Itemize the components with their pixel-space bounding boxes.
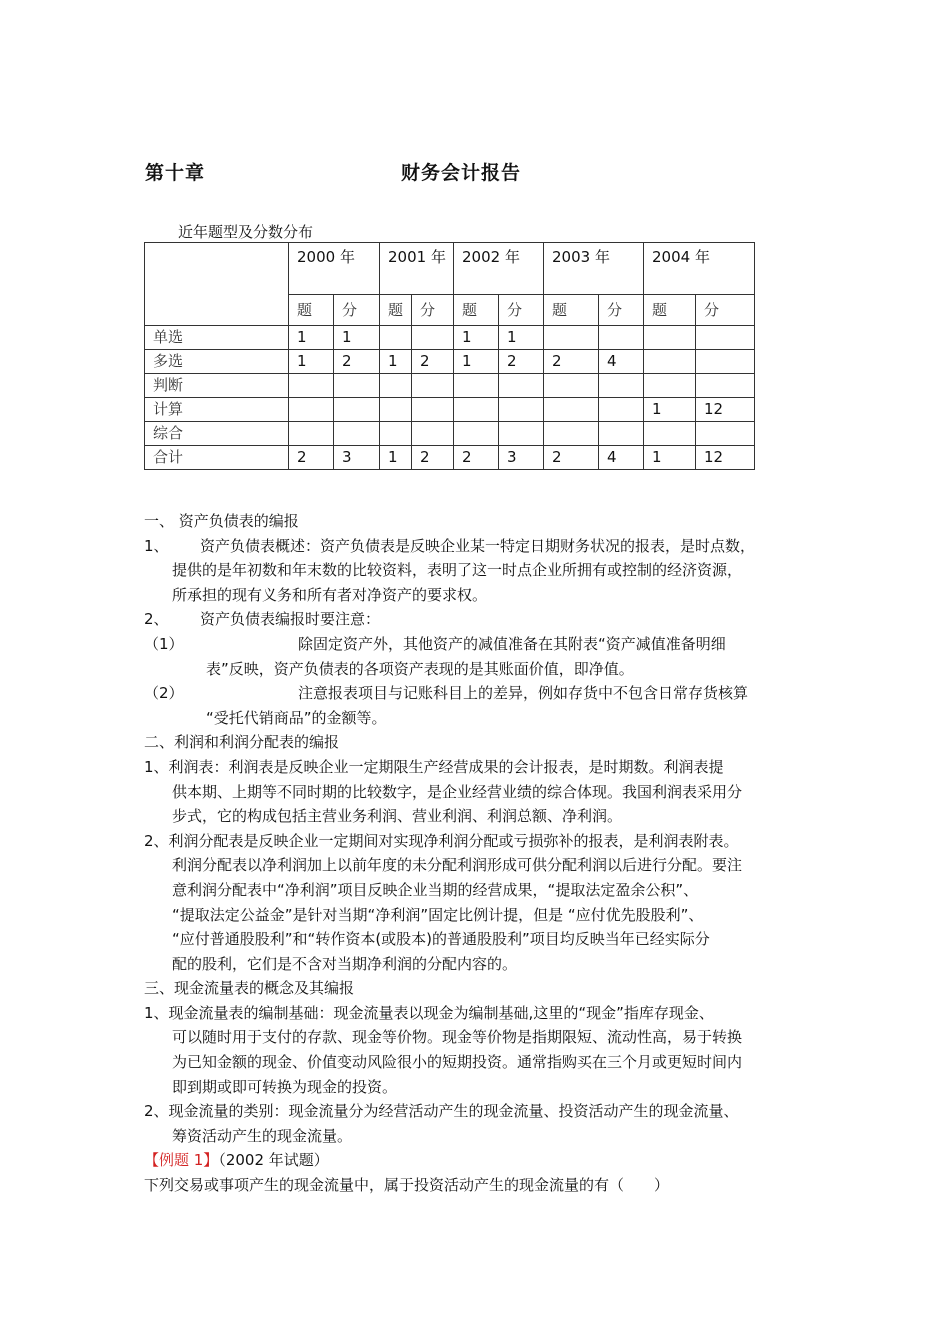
table-cell: 2 [412, 446, 454, 470]
paragraph-line: 表”反映，资产负债表的各项资产表现的是其账面价值，即净值。 [206, 659, 634, 678]
table-cell: 2 [412, 350, 454, 374]
table-cell: 2 [544, 446, 599, 470]
table-cell: 4 [599, 446, 644, 470]
year-2004: 2004 年 [644, 243, 755, 295]
table-row [145, 374, 755, 398]
item-number: 1、 [144, 536, 169, 555]
sub-question: 题 [289, 295, 334, 326]
sub-score: 分 [334, 295, 380, 326]
table-cell [380, 326, 412, 350]
paragraph-line: 可以随时用于支付的存款、现金等价物。现金等价物是指期限短、流动性高，易于转换 [172, 1028, 743, 1047]
table-cell [454, 398, 499, 422]
year-2001: 2001 年 [380, 243, 454, 295]
sub-score: 分 [412, 295, 454, 326]
year-2000: 2000 年 [289, 243, 380, 295]
table-cell: 1 [644, 398, 696, 422]
item-number: 2、 [144, 610, 169, 629]
paragraph-line: 1、现金流量表的编制基础：现金流量表以现金为编制基础,这里的“现金”指库存现金、 [144, 1003, 714, 1022]
paragraph-line: 步式，它的构成包括主营业务利润、营业利润、利润总额、净利润。 [172, 807, 623, 826]
row-label: 综合 [145, 422, 289, 446]
table-cell [380, 398, 412, 422]
corner-cell [145, 243, 289, 326]
table-cell [499, 398, 544, 422]
table-cell: 3 [499, 446, 544, 470]
sub-score: 分 [599, 295, 644, 326]
table-cell [544, 374, 599, 398]
table-cell [412, 374, 454, 398]
table-caption: 近年题型及分数分布 [178, 223, 314, 241]
table-cell: 1 [454, 350, 499, 374]
row-label: 判断 [145, 374, 289, 398]
table-cell: 1 [289, 326, 334, 350]
item-number: （2） [144, 684, 184, 703]
paragraph-line [144, 632, 824, 657]
table-cell [696, 422, 755, 446]
example-header [144, 1148, 824, 1173]
table-row [145, 350, 755, 374]
sub-question: 题 [380, 295, 412, 326]
item-number: （1） [144, 634, 184, 653]
table-cell [412, 398, 454, 422]
sub-question: 题 [544, 295, 599, 326]
table-row [145, 326, 755, 350]
table-cell: 3 [334, 446, 380, 470]
table-cell: 2 [289, 446, 334, 470]
table-cell [599, 398, 644, 422]
section-heading: 一、 资产负债表的编报 [144, 512, 299, 530]
table-cell: 2 [544, 350, 599, 374]
table-cell [599, 326, 644, 350]
table-cell: 1 [380, 350, 412, 374]
table-cell [334, 374, 380, 398]
table-cell [454, 374, 499, 398]
paragraph-text: 除固定资产外，其他资产的减值准备在其附表“资产减值准备明细 [298, 634, 726, 653]
table-cell [380, 374, 412, 398]
paragraph-line: 2、现金流量的类别：现金流量分为经营活动产生的现金流量、投资活动产生的现金流量、 [144, 1102, 739, 1121]
table-cell [289, 374, 334, 398]
paragraph-line: 提供的是年初数和年末数的比较资料，表明了这一时点企业所拥有或控制的经济资源， [172, 561, 743, 580]
paragraph-line [144, 534, 824, 559]
paragraph-line: 所承担的现有义务和所有者对净资产的要求权。 [172, 585, 488, 604]
table-cell [412, 422, 454, 446]
row-label: 多选 [145, 350, 289, 374]
paragraph-text: 资产负债表概述：资产负债表是反映企业某一特定日期财务状况的报表，是时点数， [200, 536, 756, 555]
sub-question: 题 [644, 295, 696, 326]
table-cell [544, 326, 599, 350]
table-cell: 2 [454, 446, 499, 470]
paragraph-line: 意利润分配表中“净利润”项目反映企业当期的经营成果，“提取法定盈余公积”、 [172, 880, 699, 899]
table-cell [644, 422, 696, 446]
table-row [145, 398, 755, 422]
table-cell [454, 422, 499, 446]
table-cell [599, 374, 644, 398]
paragraph-line [144, 681, 824, 706]
table-cell: 12 [696, 398, 755, 422]
row-label: 合计 [145, 446, 289, 470]
paragraph-line: “受托代销商品”的金额等。 [206, 708, 387, 727]
paragraph-text: 注意报表项目与记账科目上的差异，例如存货中不包含日常存货核算 [298, 684, 749, 703]
chapter-number: 第十章 [145, 162, 206, 184]
sub-question: 题 [454, 295, 499, 326]
table-cell [544, 398, 599, 422]
table-cell: 12 [696, 446, 755, 470]
table-cell: 4 [599, 350, 644, 374]
sub-score: 分 [499, 295, 544, 326]
paragraph-line: 1、利润表：利润表是反映企业一定期限生产经营成果的会计报表，是时期数。利润表提 [144, 757, 724, 776]
table-cell: 1 [380, 446, 412, 470]
paragraph-line: 即到期或即可转换为现金的投资。 [172, 1077, 398, 1096]
paragraph-line: 利润分配表以净利润加上以前年度的未分配利润形成可供分配利润以后进行分配。要注 [172, 856, 743, 875]
table-cell: 2 [499, 350, 544, 374]
table-cell: 2 [334, 350, 380, 374]
table-cell [644, 374, 696, 398]
table-cell [412, 326, 454, 350]
paragraph-line: “应付普通股股利”和“转作资本(或股本)的普通股股利”项目均反映当年已经实际分 [172, 930, 710, 949]
table-cell: 1 [289, 350, 334, 374]
example-tag: 【例题 1】 [144, 1151, 219, 1170]
table-cell [544, 422, 599, 446]
year-header-row [145, 243, 755, 295]
table-cell [696, 374, 755, 398]
table-cell [644, 326, 696, 350]
section-heading: 三、现金流量表的概念及其编报 [144, 979, 355, 998]
paragraph-line: 供本期、上期等不同时期的比较数字，是企业经营业绩的综合体现。我国利润表采用分 [172, 782, 743, 801]
table-cell: 1 [334, 326, 380, 350]
score-distribution-table [144, 242, 755, 470]
paragraph-line: 为已知金额的现金、价值变动风险很小的短期投资。通常指购买在三个月或更短时间内 [172, 1053, 743, 1072]
table-cell: 1 [499, 326, 544, 350]
table-cell [499, 374, 544, 398]
paragraph-line: 2、利润分配表是反映企业一定期间对实现净利润分配或亏损弥补的报表，是利润表附表。 [144, 831, 739, 850]
paragraph-line [144, 607, 824, 632]
year-2003: 2003 年 [544, 243, 644, 295]
example-year: （2002 年试题） [218, 1151, 329, 1170]
paragraph-line: 配的股利，它们是不含对当期净利润的分配内容的。 [172, 954, 518, 973]
table-row [145, 422, 755, 446]
table-cell [380, 422, 412, 446]
table-cell [696, 350, 755, 374]
row-label: 单选 [145, 326, 289, 350]
table-cell [289, 422, 334, 446]
paragraph-line: 筹资活动产生的现金流量。 [172, 1126, 353, 1145]
year-2002: 2002 年 [454, 243, 544, 295]
document-body [144, 509, 824, 1198]
table-cell [599, 422, 644, 446]
table-cell [334, 398, 380, 422]
table-cell [289, 398, 334, 422]
table-cell: 1 [454, 326, 499, 350]
table-row-total [145, 446, 755, 470]
table-cell [334, 422, 380, 446]
example-question: 下列交易或事项产生的现金流量中，属于投资活动产生的现金流量的有（ ） [144, 1176, 670, 1195]
row-label: 计算 [145, 398, 289, 422]
chapter-title: 财务会计报告 [401, 162, 522, 184]
paragraph-line: “提取法定公益金”是针对当期“净利润”固定比例计提，但是 “应付优先股股利”、 [172, 905, 704, 924]
table-cell [499, 422, 544, 446]
table-cell: 1 [644, 446, 696, 470]
paragraph-text: 资产负债表编报时要注意： [200, 610, 381, 629]
table-cell [644, 350, 696, 374]
table-cell [696, 326, 755, 350]
section-heading: 二、利润和利润分配表的编报 [144, 733, 340, 752]
sub-score: 分 [696, 295, 755, 326]
